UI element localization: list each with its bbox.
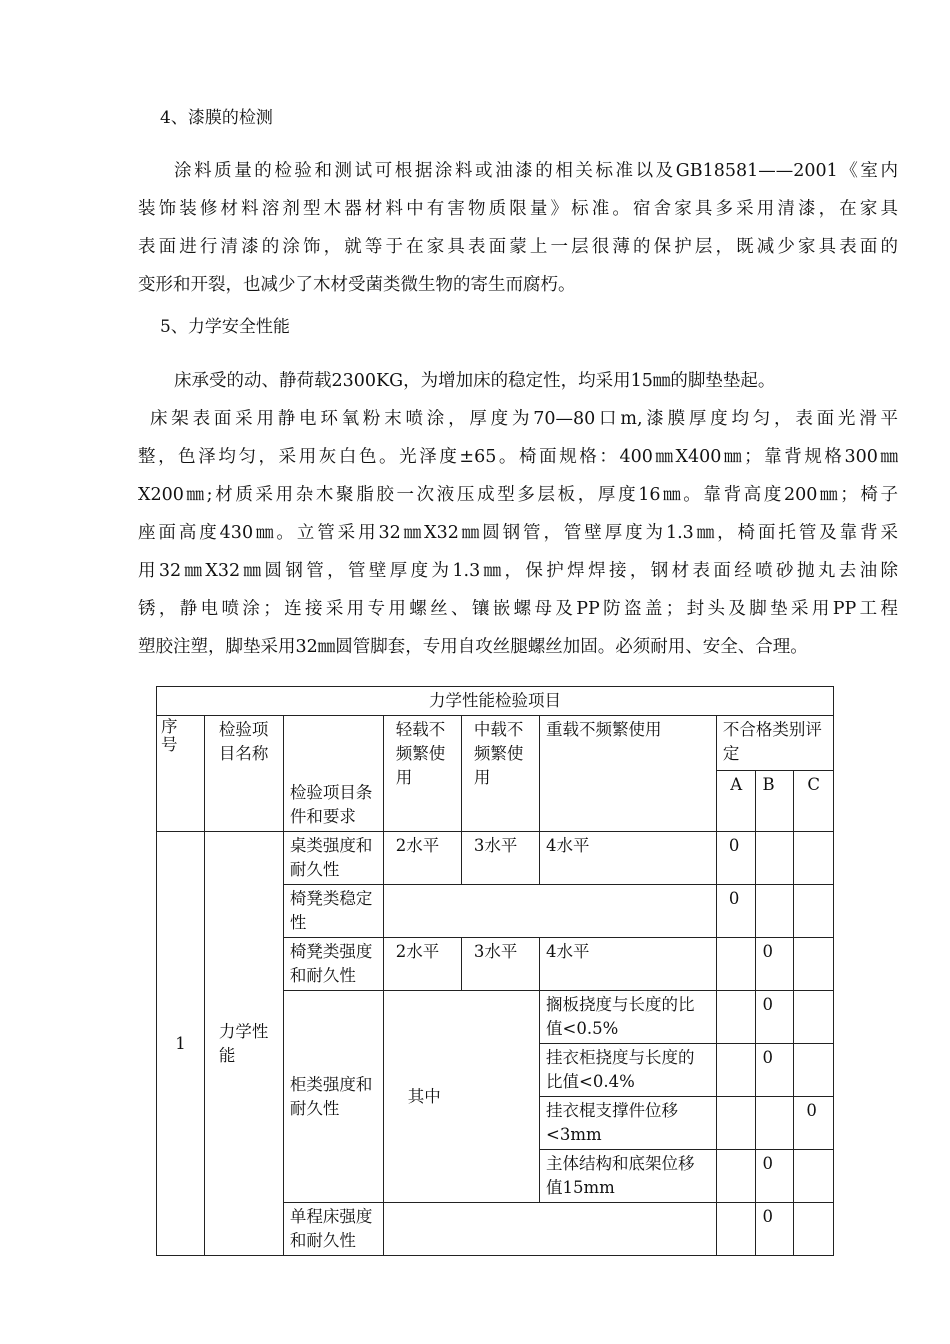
row-cabinet-s2-a xyxy=(716,1044,756,1097)
paragraph-line: 表面进行清漆的涂饰，就等于在家具表面蒙上一层很薄的保护层，既减少家具表面的 xyxy=(138,237,898,257)
row-cabinet-s2: 挂衣柜挠度与长度的比值<0.4% xyxy=(540,1044,717,1097)
paragraph-line: 锈，静电喷涂；连接采用专用螺丝、镶嵌螺母及PP防盗盖；封头及脚垫采用PP工程 xyxy=(138,599,898,619)
row-cabinet-s3: 挂衣棍支撑件位移<3mm xyxy=(540,1097,717,1150)
paragraph-line: 床承受的动、静荷载2300KG，为增加床的稳定性，均采用15㎜的脚垫垫起。 xyxy=(174,371,776,391)
row-bed-a xyxy=(716,1203,756,1256)
paragraph-line: 塑胶注塑，脚垫采用32㎜圆管脚套，专用自攻丝腿螺丝加固。必须耐用、安全、合理。 xyxy=(138,637,808,657)
paragraph-line: 涂料质量的检验和测试可根据涂料或油漆的相关标准以及GB18581——2001《室内 xyxy=(174,161,898,181)
row-chair-stability-a: 0 xyxy=(716,885,756,938)
row-chair-strength: 椅凳类强度和耐久性 xyxy=(283,938,383,991)
header-heavy-load: 重载不频繁使用 xyxy=(540,716,717,832)
row-cabinet-s4-a xyxy=(716,1150,756,1203)
row-desk-c xyxy=(794,832,834,885)
paragraph-line: 座面高度430㎜。立管采用32㎜X32㎜圆钢管，管壁厚度为1.3㎜，椅面托管及靠背采 xyxy=(138,523,898,543)
row-cabinet-s1-a xyxy=(716,991,756,1044)
section-5-paragraph xyxy=(138,400,898,666)
row-chair-heavy: 4水平 xyxy=(540,938,717,991)
row-desk-light: 2水平 xyxy=(383,832,461,885)
row-chair-b: 0 xyxy=(756,938,794,991)
row-chair-a xyxy=(716,938,756,991)
paragraph-line: 整，色泽均匀，采用灰白色。光泽度±65。椅面规格：400㎜X400㎜；靠背规格300㎜ xyxy=(138,447,898,467)
row-chair-medium: 3水平 xyxy=(461,938,539,991)
row-cabinet-s1-b: 0 xyxy=(756,991,794,1044)
row-cabinet-s1-text: 搁板挠度与长度的比值<0.5% xyxy=(546,995,695,1038)
paragraph-line: 变形和开裂，也减少了木材受菌类微生物的寄生而腐朽。 xyxy=(138,275,576,295)
row-chair-stability-blank xyxy=(383,885,716,938)
header-condition: 检验项目条件和要求 xyxy=(283,716,383,832)
header-seq-text: 序号 xyxy=(161,717,178,754)
header-grade-b: B xyxy=(756,771,794,832)
paragraph-line: 床架表面采用静电环氧粉末喷涂，厚度为70—80口m,漆膜厚度均匀，表面光滑平 xyxy=(150,409,898,429)
row-chair-c xyxy=(794,938,834,991)
header-item-name: 检验项目名称 xyxy=(204,716,283,832)
row-desk-medium: 3水平 xyxy=(461,832,539,885)
row-cabinet-sub: 其中 xyxy=(383,991,539,1203)
row-cabinet-strength: 柜类强度和耐久性 xyxy=(283,991,383,1203)
section-4-paragraph xyxy=(138,152,898,304)
table-title: 力学性能检验项目 xyxy=(157,687,834,716)
header-medium-load: 中载不频繁使用 xyxy=(461,716,539,832)
paragraph-line: 装饰装修材料溶剂型木器材料中有害物质限量》标准。宿舍家具多采用清漆，在家具 xyxy=(138,199,898,219)
row-cabinet-s3-c: 0 xyxy=(794,1097,834,1150)
section-4-heading: 4、漆膜的检测 xyxy=(160,108,273,128)
header-light-load: 轻载不频繁使用 xyxy=(383,716,461,832)
row-bed-c xyxy=(794,1203,834,1256)
section-5-intro xyxy=(138,362,898,400)
row-cabinet-s4: 主体结构和底架位移值15mm xyxy=(540,1150,717,1203)
header-grade-c: C xyxy=(794,771,834,832)
seq-cell: 1 xyxy=(157,832,205,1256)
row-desk-a: 0 xyxy=(716,832,756,885)
header-grade: 不合格类别评定 xyxy=(716,716,833,771)
row-desk-b xyxy=(756,832,794,885)
row-chair-light: 2水平 xyxy=(383,938,461,991)
row-desk-strength: 桌类强度和耐久性 xyxy=(283,832,383,885)
row-cabinet-s4-b: 0 xyxy=(756,1150,794,1203)
row-chair-stability-b xyxy=(756,885,794,938)
row-bed-blank xyxy=(383,1203,716,1256)
section-5-heading: 5、力学安全性能 xyxy=(160,317,290,337)
row-cabinet-s1 xyxy=(540,991,717,1044)
row-cabinet-s3-b xyxy=(756,1097,794,1150)
row-cabinet-s3-a xyxy=(716,1097,756,1150)
mechanical-test-table xyxy=(156,686,834,1256)
row-bed-b: 0 xyxy=(756,1203,794,1256)
row-desk-heavy: 4水平 xyxy=(540,832,717,885)
row-cabinet-s2-b: 0 xyxy=(756,1044,794,1097)
group-cell: 力学性能 xyxy=(204,832,283,1256)
row-cabinet-s4-c xyxy=(794,1150,834,1203)
row-cabinet-s1-c xyxy=(794,991,834,1044)
header-seq xyxy=(157,716,205,832)
paragraph-line: 用32㎜X32㎜圆钢管，管壁厚度为1.3㎜，保护焊焊接，钢材表面经喷砂抛丸去油除 xyxy=(138,561,898,581)
row-chair-stability-c xyxy=(794,885,834,938)
row-chair-stability: 椅凳类稳定性 xyxy=(283,885,383,938)
paragraph-line: X200㎜;材质采用杂木聚脂胶一次液压成型多层板，厚度16㎜。靠背高度200㎜；椅子 xyxy=(138,485,898,505)
row-bed-strength: 单程床强度和耐久性 xyxy=(283,1203,383,1256)
header-grade-a: A xyxy=(716,771,756,832)
row-cabinet-s2-c xyxy=(794,1044,834,1097)
